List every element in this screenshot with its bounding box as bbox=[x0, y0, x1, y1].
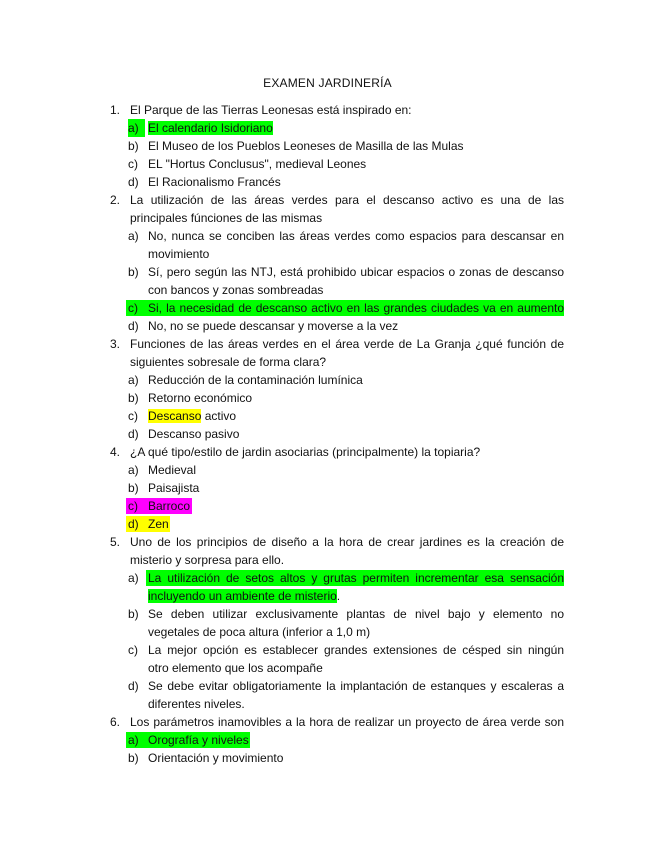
question-text: Uno de los principios de diseño a la hora de crear jardines es la creación de bbox=[130, 535, 564, 549]
option-b bbox=[0, 479, 655, 497]
option-text-continued: movimiento bbox=[148, 247, 210, 261]
option-text-continued: diferentes niveles. bbox=[148, 697, 245, 711]
option-text-highlighted: El calendario Isidoriano bbox=[148, 121, 273, 135]
option-d bbox=[0, 425, 655, 443]
question-text-continued: principales fúnciones de las mismas bbox=[130, 211, 323, 225]
option-text: Orientación y movimiento bbox=[148, 751, 284, 765]
option-text: Paisajista bbox=[148, 481, 200, 495]
option-b bbox=[0, 263, 655, 281]
option-letter: c) bbox=[128, 643, 138, 657]
option-d bbox=[0, 173, 655, 191]
option-text-highlighted: Si, la necesidad de descanso activo en las grandes ciudades va en aumento bbox=[148, 301, 564, 315]
option-letter: a) bbox=[128, 373, 139, 387]
question-6 bbox=[0, 713, 655, 731]
option-c bbox=[0, 641, 655, 659]
question-text: La utilización de las áreas verdes para el descanso activo es una de las bbox=[130, 193, 564, 207]
option-a bbox=[0, 731, 655, 749]
option-letter: b) bbox=[128, 265, 139, 279]
option-letter: d) bbox=[128, 517, 139, 531]
question-text-continued: misterio y sorpresa para ello. bbox=[130, 553, 285, 567]
option-b bbox=[0, 749, 655, 767]
option-text-highlighted-continued: incluyendo un ambiente de misterio bbox=[148, 589, 337, 603]
question-3 bbox=[0, 335, 655, 353]
question-number: 6. bbox=[110, 715, 121, 729]
exam-title: EXAMEN JARDINERÍA bbox=[263, 76, 392, 90]
option-letter: a) bbox=[128, 463, 139, 477]
question-text: Funciones de las áreas verdes en el área verde de La Granja ¿qué función de bbox=[130, 337, 564, 351]
option-letter: c) bbox=[128, 301, 138, 315]
question-number: 2. bbox=[110, 193, 121, 207]
option-text-continued: con bancos y zonas sombreadas bbox=[148, 283, 324, 297]
option-text: El Racionalismo Francés bbox=[148, 175, 281, 189]
option-text-highlighted: Orografía y niveles bbox=[148, 733, 249, 747]
option-c bbox=[0, 155, 655, 173]
option-letter: a) bbox=[128, 119, 145, 137]
option-text-end: . bbox=[336, 589, 341, 603]
option-c bbox=[0, 407, 655, 425]
question-text-continued: siguientes sobresale de forma clara? bbox=[130, 355, 327, 369]
option-text: Se deben utilizar exclusivamente plantas de nivel bajo y elemento no bbox=[148, 607, 564, 621]
question-list bbox=[0, 101, 655, 767]
question-5 bbox=[0, 533, 655, 551]
option-text: Medieval bbox=[148, 463, 197, 477]
option-letter: c) bbox=[128, 409, 138, 423]
option-a bbox=[0, 461, 655, 479]
option-text-continued: otro elemento que los acompañe bbox=[148, 661, 323, 675]
option-text: No, no se puede descansar y moverse a la vez bbox=[148, 319, 399, 333]
option-a bbox=[0, 371, 655, 389]
option-letter: d) bbox=[128, 319, 139, 333]
option-letter: a) bbox=[128, 571, 139, 585]
option-text-continued: vegetales de poca altura (inferior a 1,0 m) bbox=[148, 625, 371, 639]
option-text-highlighted: Zen bbox=[148, 517, 169, 531]
option-a bbox=[0, 119, 655, 137]
option-letter: b) bbox=[128, 391, 139, 405]
option-letter: b) bbox=[128, 751, 139, 765]
option-letter: d) bbox=[128, 679, 139, 693]
option-letter: c) bbox=[128, 157, 138, 171]
question-text: ¿A qué tipo/estilo de jardin asociarias (principalmente) la topiaria? bbox=[130, 445, 481, 459]
question-number: 5. bbox=[110, 535, 121, 549]
option-text: Sí, pero según las NTJ, está prohibido ubicar espacios o zonas de descanso bbox=[148, 265, 564, 279]
option-c bbox=[0, 299, 655, 317]
option-b bbox=[0, 389, 655, 407]
question-number: 4. bbox=[110, 445, 121, 459]
option-b bbox=[0, 137, 655, 155]
option-c bbox=[0, 497, 655, 515]
option-text: Se debe evitar obligatoriamente la implantación de estanques y escaleras a bbox=[148, 679, 564, 693]
question-text: El Parque de las Tierras Leonesas está inspirado en: bbox=[130, 103, 412, 117]
option-text: No, nunca se conciben las áreas verdes como espacios para descansar en bbox=[148, 229, 564, 243]
option-a bbox=[0, 569, 655, 587]
option-text: Reducción de la contaminación lumínica bbox=[148, 373, 363, 387]
option-text: Descanso pasivo bbox=[148, 427, 240, 441]
option-a bbox=[0, 227, 655, 245]
question-number: 3. bbox=[110, 337, 121, 351]
question-text: Los parámetros inamovibles a la hora de realizar un proyecto de área verde son bbox=[130, 715, 564, 729]
option-text: Retorno económico bbox=[148, 391, 253, 405]
option-d bbox=[0, 317, 655, 335]
question-2 bbox=[0, 191, 655, 209]
option-letter: a) bbox=[128, 733, 139, 747]
option-text: La mejor opción es establecer grandes extensiones de césped sin ningún bbox=[148, 643, 564, 657]
option-letter: b) bbox=[128, 607, 139, 621]
option-text-highlighted: Barroco bbox=[148, 499, 191, 513]
option-letter: c) bbox=[128, 499, 138, 513]
question-1 bbox=[0, 101, 655, 119]
option-b bbox=[0, 605, 655, 623]
option-letter: d) bbox=[128, 427, 139, 441]
option-letter: b) bbox=[128, 139, 139, 153]
option-d bbox=[0, 515, 655, 533]
question-4 bbox=[0, 443, 655, 461]
option-text: El Museo de los Pueblos Leoneses de Masilla de las Mulas bbox=[148, 139, 464, 153]
option-letter: a) bbox=[128, 229, 139, 243]
option-d bbox=[0, 677, 655, 695]
option-text-highlighted: Descanso bbox=[148, 409, 202, 423]
option-letter: b) bbox=[128, 481, 139, 495]
option-text: activo bbox=[201, 409, 237, 423]
option-text: EL "Hortus Conclusus", medieval Leones bbox=[148, 157, 367, 171]
question-number: 1. bbox=[110, 103, 121, 117]
option-text-highlighted: La utilización de setos altos y grutas permiten incrementar esa sensación bbox=[148, 571, 564, 585]
option-letter: d) bbox=[128, 175, 139, 189]
